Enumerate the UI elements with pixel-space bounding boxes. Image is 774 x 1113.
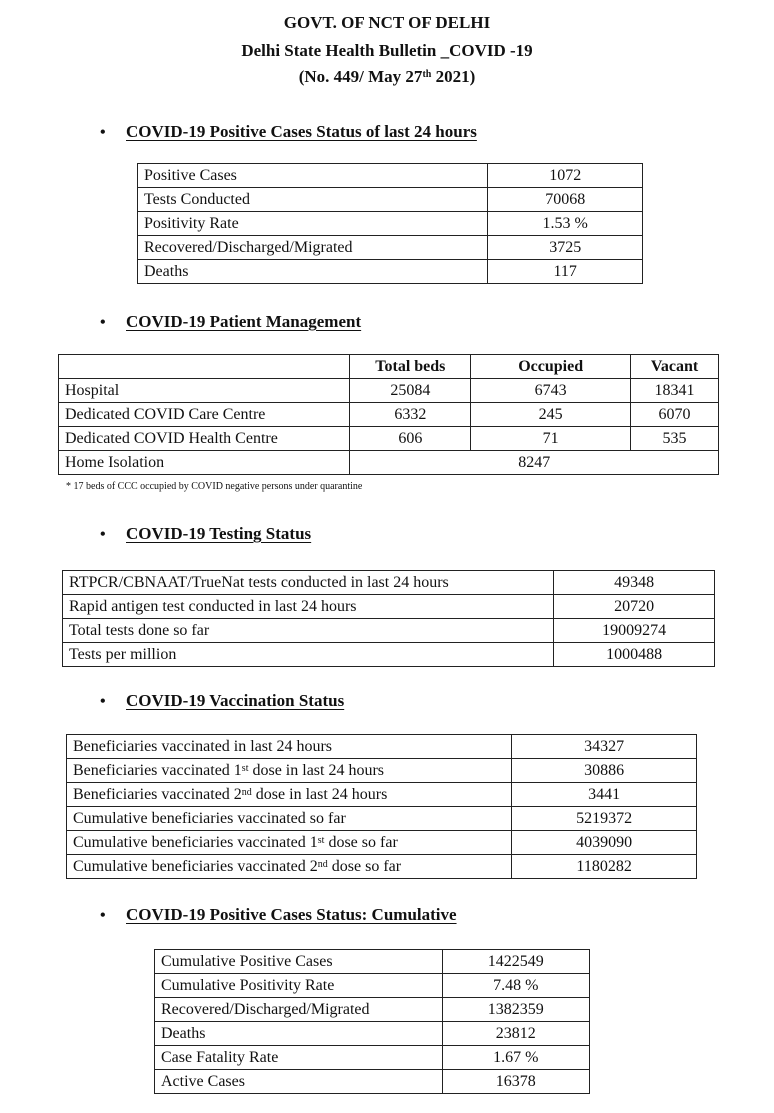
table-row xyxy=(67,855,697,879)
facility-label: Hospital xyxy=(59,379,350,403)
label-text: Beneficiaries vaccinated 1 xyxy=(73,761,242,779)
header-blank xyxy=(59,355,350,379)
section-title-patient-management: • COVID-19 Patient Management xyxy=(100,312,362,331)
label-text: Beneficiaries vaccinated in last 24 hours xyxy=(73,737,333,755)
facility-label: Dedicated COVID Health Centre xyxy=(59,427,350,451)
section-title-testing: • COVID-19 Testing Status xyxy=(100,524,312,543)
table-row xyxy=(155,1022,590,1046)
label-text-cont: dose so far xyxy=(324,833,398,851)
row-value: 1000488 xyxy=(554,643,715,667)
date-ordinal-suffix: th xyxy=(422,69,432,80)
table-row xyxy=(67,783,697,807)
section-title-vaccination: • COVID-19 Vaccination Status xyxy=(100,691,345,710)
row-value: 5219372 xyxy=(512,807,697,831)
row-label: Rapid antigen test conducted in last 24 hours xyxy=(63,595,554,619)
table-row xyxy=(63,571,715,595)
table-row xyxy=(155,974,590,998)
row-label xyxy=(67,735,512,759)
table-row xyxy=(67,831,697,855)
total-beds-value: 25084 xyxy=(350,379,471,403)
row-label: Recovered/Discharged/Migrated xyxy=(155,998,443,1022)
row-label: RTPCR/CBNAAT/TrueNat tests conducted in last 24 hours xyxy=(63,571,554,595)
row-label: Deaths xyxy=(138,260,488,284)
dose-ordinal-suffix: st xyxy=(241,762,249,774)
row-value: 1422549 xyxy=(442,950,589,974)
row-value: 1.67 % xyxy=(442,1046,589,1070)
label-text: Beneficiaries vaccinated 2 xyxy=(73,785,242,803)
row-label: Positive Cases xyxy=(138,164,488,188)
facility-label: Dedicated COVID Care Centre xyxy=(59,403,350,427)
row-value: 1.53 % xyxy=(488,212,643,236)
bulletin-number-date xyxy=(0,66,774,87)
section-title-positive-24h: • COVID-19 Positive Cases Status of last 24 hours xyxy=(100,122,477,141)
table-row xyxy=(63,643,715,667)
table-row xyxy=(59,379,719,403)
header-vacant: Vacant xyxy=(631,355,719,379)
table-row xyxy=(138,236,643,260)
row-label: Total tests done so far xyxy=(63,619,554,643)
row-value: 34327 xyxy=(512,735,697,759)
dose-ordinal-suffix: nd xyxy=(317,858,328,870)
bulletin-number-suffix: 2021) xyxy=(431,67,476,86)
home-isolation-label: Home Isolation xyxy=(59,451,350,475)
row-label xyxy=(67,783,512,807)
table-row-home-isolation xyxy=(59,451,719,475)
row-value: 70068 xyxy=(488,188,643,212)
label-text-cont: dose in last 24 hours xyxy=(248,761,385,779)
vacant-value: 535 xyxy=(631,427,719,451)
row-value: 1382359 xyxy=(442,998,589,1022)
bulletin-org-title: GOVT. OF NCT OF DELHI xyxy=(283,13,491,32)
row-value: 1180282 xyxy=(512,855,697,879)
row-label: Recovered/Discharged/Migrated xyxy=(138,236,488,260)
row-value: 49348 xyxy=(554,571,715,595)
vacant-value: 6070 xyxy=(631,403,719,427)
row-value: 117 xyxy=(488,260,643,284)
bulletin-number-prefix: (No. 449/ May 27 xyxy=(298,67,423,86)
table-row xyxy=(63,619,715,643)
table-header-row xyxy=(59,355,719,379)
table-row xyxy=(67,759,697,783)
row-label xyxy=(67,831,512,855)
table-row xyxy=(59,403,719,427)
row-value: 1072 xyxy=(488,164,643,188)
bulletin-title: Delhi State Health Bulletin _COVID -19 xyxy=(241,41,533,60)
table-row xyxy=(155,998,590,1022)
row-value: 3441 xyxy=(512,783,697,807)
row-label xyxy=(67,807,512,831)
table-row xyxy=(155,950,590,974)
total-beds-value: 6332 xyxy=(350,403,471,427)
header-total-beds: Total beds xyxy=(350,355,471,379)
total-beds-value: 606 xyxy=(350,427,471,451)
home-isolation-value: 8247 xyxy=(350,451,719,475)
occupied-value: 245 xyxy=(471,403,631,427)
row-value: 19009274 xyxy=(554,619,715,643)
bullet-icon: • xyxy=(100,124,106,141)
label-text: Cumulative beneficiaries vaccinated 1 xyxy=(73,833,318,851)
table-row xyxy=(59,427,719,451)
patient-management-table xyxy=(58,354,719,475)
row-value: 23812 xyxy=(442,1022,589,1046)
table-row xyxy=(63,595,715,619)
table-row xyxy=(138,188,643,212)
label-text-cont: dose so far xyxy=(327,857,402,875)
testing-table xyxy=(62,570,715,667)
table-row xyxy=(138,212,643,236)
positive-24h-table xyxy=(137,163,643,284)
row-label: Case Fatality Rate xyxy=(155,1046,443,1070)
row-value: 30886 xyxy=(512,759,697,783)
row-value: 3725 xyxy=(488,236,643,260)
row-label: Tests per million xyxy=(63,643,554,667)
row-label: Active Cases xyxy=(155,1070,443,1094)
row-label xyxy=(67,759,512,783)
table-row xyxy=(138,164,643,188)
label-text-cont: dose in last 24 hours xyxy=(251,785,388,803)
label-text: Cumulative beneficiaries vaccinated so far xyxy=(73,809,346,827)
header-occupied: Occupied xyxy=(471,355,631,379)
row-value: 20720 xyxy=(554,595,715,619)
row-value: 4039090 xyxy=(512,831,697,855)
row-label: Deaths xyxy=(155,1022,443,1046)
row-label: Positivity Rate xyxy=(138,212,488,236)
row-label: Cumulative Positivity Rate xyxy=(155,974,443,998)
occupied-value: 6743 xyxy=(471,379,631,403)
table-row xyxy=(138,260,643,284)
section-title-cumulative: • COVID-19 Positive Cases Status: Cumulative xyxy=(100,905,457,924)
vaccination-table xyxy=(66,734,697,879)
table-row xyxy=(67,807,697,831)
bullet-icon: • xyxy=(100,907,106,924)
dose-ordinal-suffix: st xyxy=(317,834,325,846)
label-text: Cumulative beneficiaries vaccinated 2 xyxy=(73,857,318,875)
row-label xyxy=(67,855,512,879)
table-row xyxy=(155,1046,590,1070)
occupied-value: 71 xyxy=(471,427,631,451)
bullet-icon: • xyxy=(100,693,106,710)
bullet-icon: • xyxy=(100,526,106,543)
row-value: 16378 xyxy=(442,1070,589,1094)
vacant-value: 18341 xyxy=(631,379,719,403)
bullet-icon: • xyxy=(100,314,106,331)
patient-management-footnote: * 17 beds of CCC occupied by COVID negative persons under quarantine xyxy=(66,481,363,492)
cumulative-table xyxy=(154,949,590,1094)
dose-ordinal-suffix: nd xyxy=(241,786,252,798)
row-label: Tests Conducted xyxy=(138,188,488,212)
row-label: Cumulative Positive Cases xyxy=(155,950,443,974)
table-row xyxy=(155,1070,590,1094)
table-row xyxy=(67,735,697,759)
row-value: 7.48 % xyxy=(442,974,589,998)
